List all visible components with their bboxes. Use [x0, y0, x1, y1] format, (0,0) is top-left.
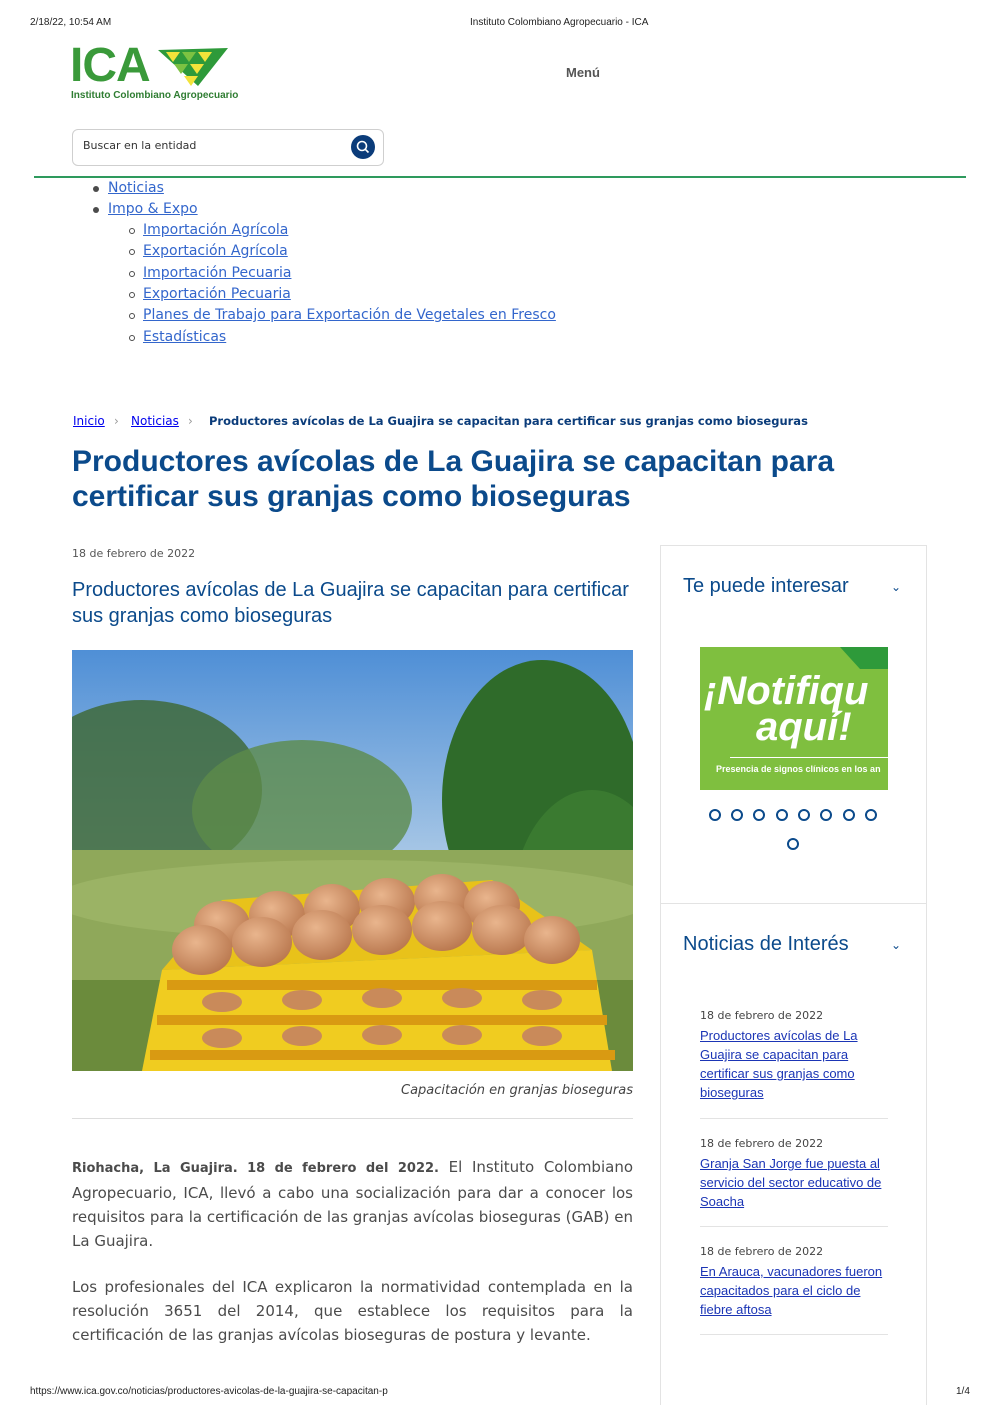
- chevron-right-icon: ›: [188, 414, 193, 428]
- footer-page-number: 1/4: [956, 1386, 970, 1397]
- print-page-title: Instituto Colombiano Agropecuario - ICA: [470, 17, 649, 28]
- sub-bullet: [129, 249, 135, 255]
- chevron-right-icon: ›: [114, 414, 119, 428]
- bullet: [93, 207, 99, 213]
- news-date: 18 de febrero de 2022: [700, 1137, 824, 1150]
- notification-banner[interactable]: [700, 647, 888, 790]
- carousel-dot[interactable]: [843, 809, 855, 821]
- banner-corner-icon: [840, 647, 888, 669]
- article-paragraph-2: Los profesionales del ICA explicaron la normatividad contemplada en la resolución 3651 del 2014, que establece los requisitos para la certificación de las granjas avícolas bioseguras de postura y levante.: [72, 1278, 633, 1344]
- header-divider: [34, 176, 966, 178]
- carousel-dot[interactable]: [865, 809, 877, 821]
- article-photo: [72, 650, 633, 1071]
- news-date: 18 de febrero de 2022: [700, 1009, 824, 1022]
- carousel-dot[interactable]: [753, 809, 765, 821]
- eggs-photo-image: [72, 650, 633, 1071]
- photo-caption: Capacitación en granjas bioseguras: [401, 1083, 633, 1098]
- news-divider: [700, 1226, 888, 1227]
- news-link[interactable]: En Arauca, vacunadores fueron capacitados para el ciclo de fiebre aftosa: [700, 1264, 883, 1317]
- chevron-down-icon[interactable]: ⌄: [891, 938, 902, 952]
- article-divider: [72, 1118, 633, 1119]
- sub-bullet: [129, 292, 135, 298]
- news-divider: [700, 1118, 888, 1119]
- lead-text: El Instituto Colombiano Agropecuario, ICA, llevó a cabo una socialización para dar a conocer los requisitos para la certificación de las granjas avícolas bioseguras (GAB) en La Guajira.: [72, 1158, 634, 1250]
- page-title: Productores avícolas de La Guajira se capacitan para certificar sus granjas como bioseguras: [72, 445, 834, 513]
- logo-text[interactable]: ICA: [70, 39, 150, 92]
- menu-button[interactable]: Menú: [566, 65, 600, 80]
- news-date: 18 de febrero de 2022: [700, 1245, 824, 1258]
- banner-line1: ¡Notifiqu: [704, 669, 869, 713]
- news-heading[interactable]: Noticias de Interés: [683, 933, 849, 955]
- sub-bullet: [129, 228, 135, 234]
- bullet: [93, 186, 99, 192]
- interest-heading[interactable]: Te puede interesar: [683, 575, 849, 597]
- carousel-dot[interactable]: [776, 809, 788, 821]
- sub-bullet: [129, 335, 135, 341]
- nav-item-estadisticas[interactable]: Estadísticas: [143, 329, 227, 345]
- article-subtitle: Productores avícolas de La Guajira se capacitan para certificar sus granjas como bioseguras: [72, 579, 629, 627]
- sub-bullet: [129, 313, 135, 319]
- print-datetime: 2/18/22, 10:54 AM: [30, 17, 112, 28]
- banner-rule: [730, 757, 888, 758]
- banner-line2: aquí!: [756, 705, 852, 749]
- sidebar-divider: [661, 903, 926, 904]
- carousel-dot[interactable]: [731, 809, 743, 821]
- banner-small-text: Presencia de signos clínicos en los an: [716, 764, 881, 774]
- article-date: 18 de febrero de 2022: [72, 547, 196, 560]
- nav-item-exportacion-agricola[interactable]: Exportación Agrícola: [143, 243, 288, 259]
- nav-item-importacion-pecuaria[interactable]: Importación Pecuaria: [143, 265, 292, 281]
- carousel-dot[interactable]: [787, 838, 799, 850]
- footer-url: https://www.ica.gov.co/noticias/productores-avicolas-de-la-guajira-se-capacitan-p: [30, 1386, 388, 1397]
- breadcrumb-current: Productores avícolas de La Guajira se capacitan para certificar sus granjas como bioseguras: [209, 414, 808, 428]
- news-divider: [700, 1334, 888, 1335]
- carousel-dot[interactable]: [798, 809, 810, 821]
- nav-item-planes-trabajo[interactable]: Planes de Trabajo para Exportación de Vegetales en Fresco: [143, 307, 556, 323]
- article-paragraph-1: [72, 1155, 633, 1253]
- carousel-dot[interactable]: [709, 809, 721, 821]
- chevron-down-icon[interactable]: ⌄: [891, 580, 902, 594]
- nav-item-importacion-agricola[interactable]: Importación Agrícola: [143, 222, 289, 238]
- breadcrumb-noticias[interactable]: Noticias: [131, 414, 179, 428]
- search-box: [72, 129, 384, 166]
- breadcrumb-inicio[interactable]: Inicio: [73, 414, 105, 428]
- sub-bullet: [129, 271, 135, 277]
- lead-dateline: Riohacha, La Guajira. 18 de febrero del 2022.: [72, 1161, 439, 1176]
- logo-subtitle: Instituto Colombiano Agropecuario: [71, 90, 239, 101]
- search-input[interactable]: [83, 139, 343, 152]
- logo-diamond-icon: [158, 46, 230, 90]
- carousel-dot[interactable]: [820, 809, 832, 821]
- news-link[interactable]: Granja San Jorge fue puesta al servicio del sector educativo de Soacha: [700, 1156, 882, 1209]
- news-link[interactable]: Productores avícolas de La Guajira se capacitan para certificar sus granjas como bioseguras: [700, 1028, 858, 1100]
- nav-item-exportacion-pecuaria[interactable]: Exportación Pecuaria: [143, 286, 291, 302]
- search-icon: [351, 135, 375, 159]
- search-button[interactable]: [351, 135, 375, 159]
- nav-item-impo-expo[interactable]: Impo & Expo: [108, 201, 198, 217]
- nav-item-noticias[interactable]: Noticias: [108, 180, 164, 196]
